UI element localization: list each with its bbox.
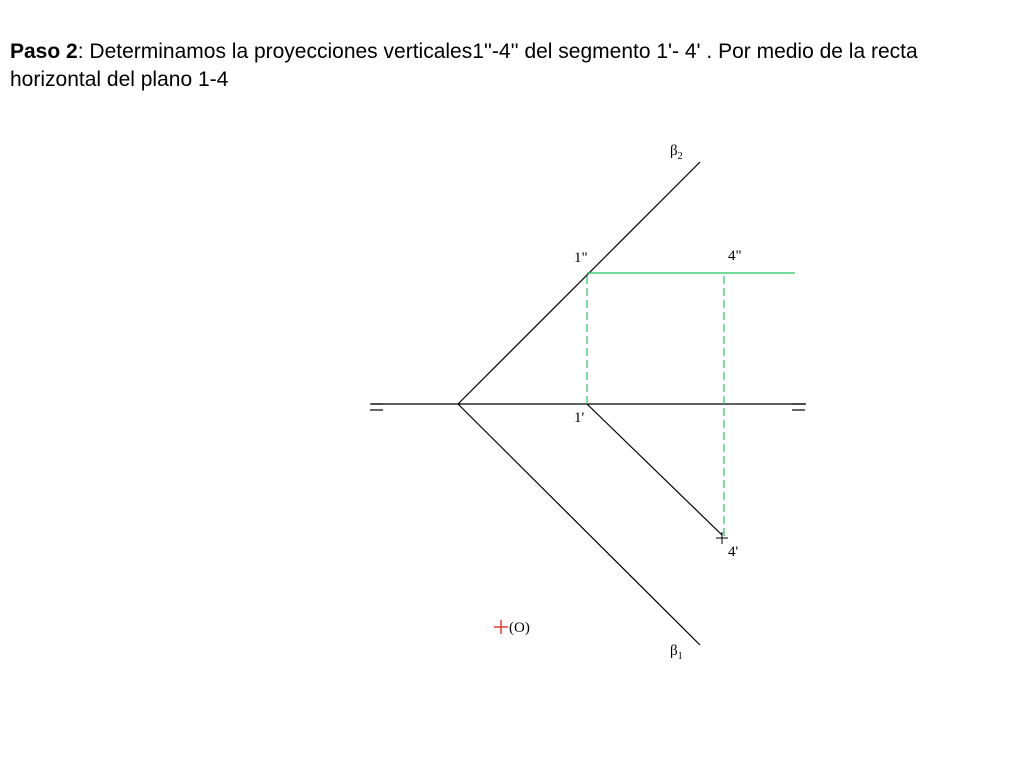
horizontal-trace-beta1 <box>458 404 700 645</box>
segment-1-4-horizontal-projection <box>587 404 722 535</box>
step-label: Paso 2 <box>10 40 78 63</box>
label-point-4-vertical: 4" <box>728 248 742 264</box>
label-point-4-horizontal: 4' <box>728 544 739 560</box>
label-point-1-horizontal: 1' <box>574 410 585 426</box>
label-beta1: $\beta_1$ <box>670 643 683 662</box>
label-beta2: $\beta_2$ <box>670 143 683 162</box>
step-description: Determinamos la proyecciones verticales1''-4'' del segmento 1'- 4' . Por medio de la recta horizontal del plano 1-4 <box>10 40 918 91</box>
label-origin: (O) <box>509 620 530 636</box>
vertical-trace-beta2 <box>458 162 700 404</box>
label-point-1-vertical: 1" <box>574 250 588 266</box>
step-separator: : <box>77 40 84 63</box>
